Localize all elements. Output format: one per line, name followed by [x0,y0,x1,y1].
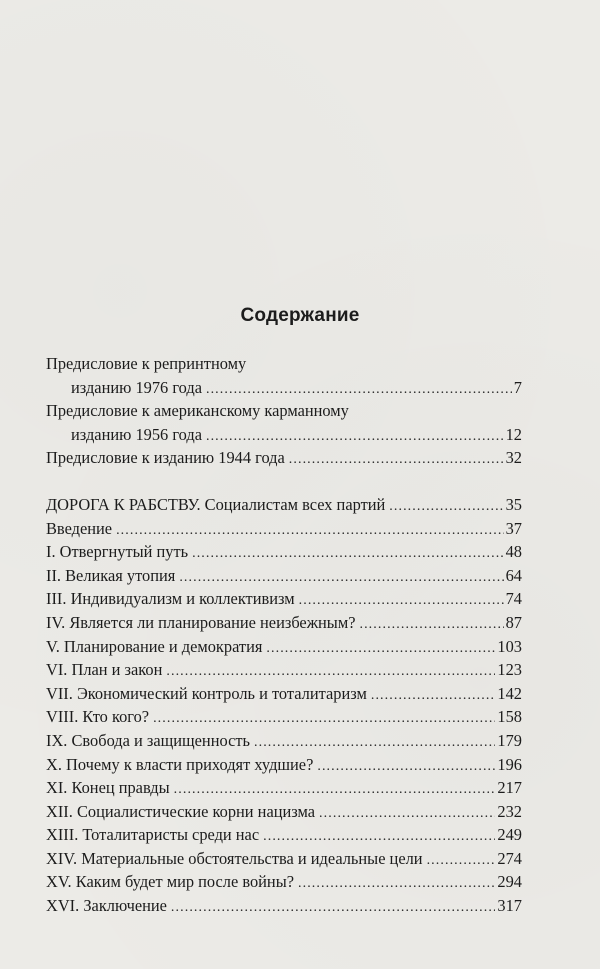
toc-page-number: 87 [505,612,522,632]
toc-entry-chapter [46,847,522,871]
toc-entry-preface-1-cont [46,376,522,400]
toc-page-number: 103 [497,636,522,656]
dot-leader [206,425,504,449]
toc-entry-preface-3 [46,446,522,470]
dot-leader [317,755,495,779]
dot-leader [174,778,496,802]
toc-page-number: 294 [497,872,522,892]
toc-entry-chapter [46,705,522,729]
toc-entry-chapter [46,682,522,706]
toc-page-number: 158 [497,707,522,727]
toc-entry-preface-1 [46,352,522,376]
toc-entry-chapter [46,517,522,541]
toc-entry-chapter [46,729,522,753]
dot-leader [289,448,504,472]
toc-page-number: 317 [497,896,522,916]
section-gap [46,470,522,493]
dot-leader [166,660,495,684]
toc-entry-text: IX. Свобода и защищенность [46,730,250,750]
toc-entry-chapter [46,800,522,824]
toc-entry-text: XIV. Материальные обстоятельства и идеальные цели [46,848,423,868]
toc-entry-preface-2-cont [46,423,522,447]
toc-entry-text: V. Планирование и демократия [46,636,263,656]
dot-leader [298,872,495,896]
dot-leader [153,707,495,731]
toc-page-number: 64 [505,565,522,585]
dot-leader [427,849,496,873]
toc-page-number: 217 [497,778,522,798]
toc-entry-chapter [46,611,522,635]
toc-entry-chapter [46,564,522,588]
toc-entry-chapter [46,894,522,918]
toc-entry-chapter [46,776,522,800]
toc-entry-text: XI. Конец правды [46,778,170,798]
table-of-contents [46,352,522,918]
toc-entry-chapter [46,870,522,894]
toc-entry-chapter [46,493,522,517]
toc-entry-text: VII. Экономический контроль и тоталитаризм [46,683,367,703]
toc-entry-text: Предисловие к изданию 1944 года [46,448,285,468]
toc-entry-text: IV. Является ли планирование неизбежным? [46,612,356,632]
toc-entry-chapter [46,540,522,564]
dot-leader [359,613,503,637]
toc-entry-text: изданию 1976 года [71,377,202,397]
toc-page-number: 142 [497,683,522,703]
dot-leader [192,542,504,566]
toc-entry-text: изданию 1956 года [71,424,202,444]
toc-entry-text: XII. Социалистические корни нацизма [46,801,316,821]
dot-leader [179,566,503,590]
toc-entry-text: Введение [46,518,113,538]
dot-leader [206,378,512,402]
toc-entry-text: I. Отвергнутый путь [46,542,189,562]
toc-page-number: 179 [497,730,522,750]
toc-entry-text: XVI. Заключение [46,896,167,916]
toc-entry-text: VIII. Кто кого? [46,707,150,727]
toc-entry-preface-2 [46,399,522,423]
page-title: Содержание [240,305,360,326]
dot-leader [254,731,495,755]
toc-page-number: 74 [505,589,522,609]
toc-page-number: 35 [505,494,522,514]
toc-entry-text: II. Великая утопия [46,565,176,585]
toc-entry-text: VI. План и закон [46,660,163,680]
dot-leader [389,495,503,519]
toc-page-number: 48 [505,542,522,562]
toc-page-number: 249 [497,825,522,845]
toc-entry-text: ДОРОГА К РАБСТВУ. Социалистам всех партий [46,494,386,514]
toc-page-number: 32 [505,448,522,468]
dot-leader [371,684,496,708]
toc-page-number: 12 [505,424,522,444]
toc-entry-chapter [46,658,522,682]
toc-page-number: 196 [497,754,522,774]
toc-entry-text: XIII. Тоталитаристы среди нас [46,825,260,845]
dot-leader [116,519,504,543]
toc-page-number: 7 [513,377,522,397]
dot-leader [263,825,495,849]
toc-entry-text: XV. Каким будет мир после войны? [46,872,294,892]
chapter-list [46,493,522,918]
toc-entry-text: Предисловие к американскому карманному [46,401,349,421]
dot-leader [299,589,504,613]
toc-page-number: 123 [497,660,522,680]
toc-entry-chapter [46,635,522,659]
toc-page-number: 232 [497,801,522,821]
toc-entry-text: X. Почему к власти приходят худшие? [46,754,314,774]
toc-entry-text: Предисловие к репринтному [46,354,247,373]
dot-leader [319,802,495,826]
dot-leader [171,896,495,920]
toc-entry-chapter [46,823,522,847]
toc-page-number: 274 [497,848,522,868]
dot-leader [266,637,495,661]
toc-page-number: 37 [505,518,522,538]
toc-entry-chapter [46,753,522,777]
toc-entry-chapter [46,587,522,611]
toc-entry-text: III. Индивидуализм и коллективизм [46,589,295,609]
